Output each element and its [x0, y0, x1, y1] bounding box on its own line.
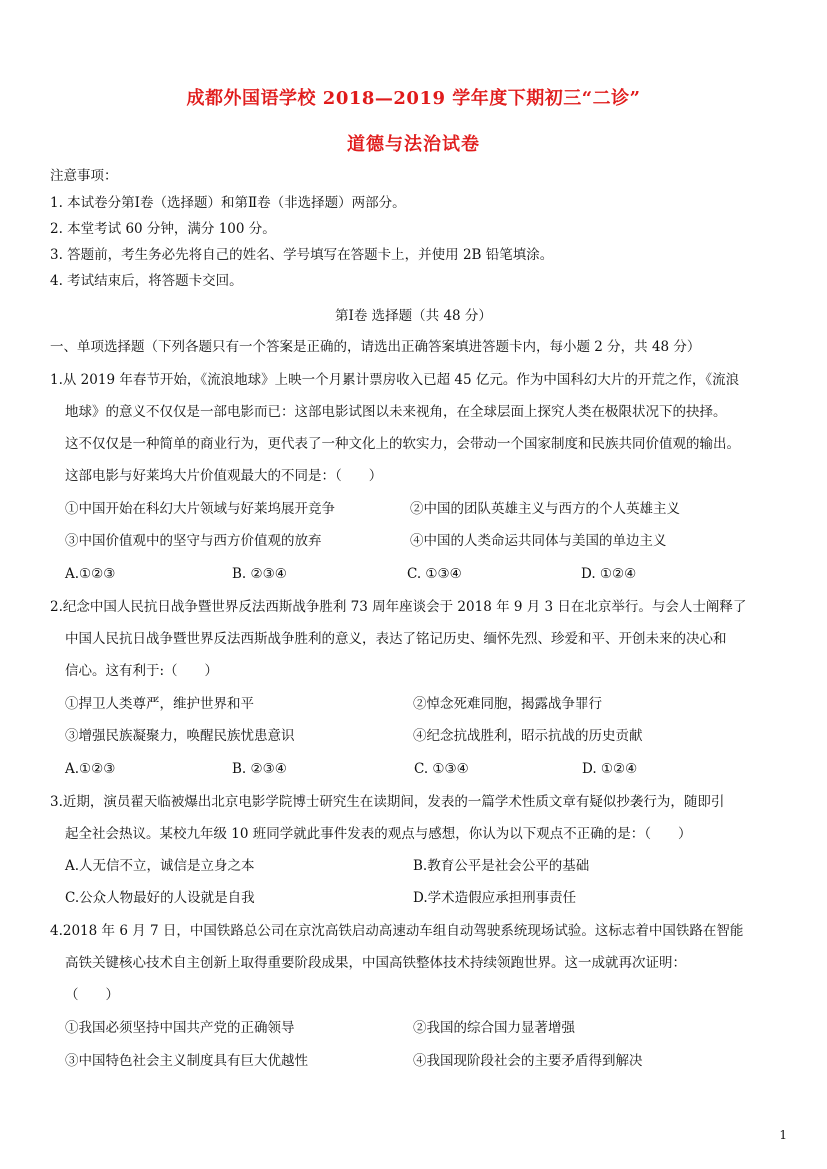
choice-d[interactable]: D. ①②④ [581, 566, 637, 582]
statement: ①中国开始在科幻大片领域与好莱坞展开竞争 [65, 501, 335, 517]
section-title: 第Ⅰ卷 选择题（共 48 分） [335, 308, 492, 324]
statement: ①我国必须坚持中国共产党的正确领导 [65, 1020, 295, 1036]
choice-d[interactable]: D.学术造假应承担刑事责任 [413, 890, 577, 906]
section-instruction: 一、单项选择题（下列各题只有一个答案是正确的，请选出正确答案填进答题卡内，每小题 2 分，共 48 分） [50, 339, 701, 355]
statement: ③增强民族凝聚力，唤醒民族忧患意识 [65, 728, 295, 744]
notes-heading: 注意事项： [50, 168, 118, 184]
statement: ②中国的团队英雄主义与西方的个人英雄主义 [410, 501, 680, 517]
statement: ②悼念死难同胞，揭露战争罪行 [413, 696, 602, 712]
choice-d[interactable]: D. ①②④ [582, 761, 638, 777]
question-4-line: （ ） [65, 987, 119, 1003]
note-item: 2. 本堂考试 60 分钟，满分 100 分。 [50, 221, 276, 237]
note-item: 1. 本试卷分第Ⅰ卷（选择题）和第Ⅱ卷（非选择题）两部分。 [50, 195, 406, 211]
choice-b[interactable]: B. ②③④ [232, 566, 287, 582]
exam-subtitle: 道德与法治试卷 [347, 134, 480, 155]
question-4-line: 4.2018 年 6 月 7 日，中国铁路总公司在京沈高铁启动高速动车组自动驾驶系统现场试验。这标志着中国铁路在智能 [50, 923, 744, 939]
statement: ③中国价值观中的坚守与西方价值观的放弃 [65, 533, 322, 549]
choice-c[interactable]: C.公众人物最好的人设就是自我 [65, 890, 255, 906]
note-item: 4. 考试结束后，将答题卡交回。 [50, 273, 243, 289]
question-1-line: 这不仅仅是一种简单的商业行为，更代表了一种文化上的软实力，会带动一个国家制度和民族共同价值观的输出。 [65, 436, 740, 452]
choice-b[interactable]: B. ②③④ [232, 761, 287, 777]
choice-c[interactable]: C. ①③④ [407, 566, 462, 582]
statement: ③中国特色社会主义制度具有巨大优越性 [65, 1053, 308, 1069]
statement: ④我国现阶段社会的主要矛盾得到解决 [413, 1053, 643, 1069]
exam-title: 成都外国语学校 2018—2019 学年度下期初三“二诊” [186, 88, 641, 109]
question-2-line: 中国人民抗日战争暨世界反法西斯战争胜利的意义，表达了铭记历史、缅怀先烈、珍爱和平、开创未来的决心和 [65, 631, 727, 647]
choice-a[interactable]: A.①②③ [65, 566, 116, 582]
statement: ④中国的人类命运共同体与美国的单边主义 [410, 533, 667, 549]
statement: ④纪念抗战胜利，昭示抗战的历史贡献 [413, 728, 643, 744]
question-1-line: 这部电影与好莱坞大片价值观最大的不同是：（ ） [65, 468, 383, 484]
question-2-line: 信心。这有利于:（ ） [65, 663, 219, 679]
statement: ①捍卫人类尊严，维护世界和平 [65, 696, 254, 712]
choice-b[interactable]: B.教育公平是社会公平的基础 [413, 858, 590, 874]
page-number: 1 [779, 1128, 787, 1142]
question-1-line: 1.从 2019 年春节开始，《流浪地球》上映一个月累计票房收入已超 45 亿元。作为中国科幻大片的开荒之作，《流浪 [50, 372, 740, 388]
choice-a[interactable]: A.人无信不立，诚信是立身之本 [65, 858, 255, 874]
question-4-line: 高铁关键核心技术自主创新上取得重要阶段成果，中国高铁整体技术持续领跑世界。这一成就再次证明： [65, 955, 686, 971]
question-3-line: 起全社会热议。某校九年级 10 班同学就此事件发表的观点与感想，你认为以下观点不正确的是：（ ） [65, 826, 692, 842]
note-item: 3. 答题前，考生务必先将自己的姓名、学号填写在答题卡上，并使用 2B 铅笔填涂。 [50, 247, 554, 263]
question-2-line: 2.纪念中国人民抗日战争暨世界反法西斯战争胜利 73 周年座谈会于 2018 年 9 月 3 日在北京举行。与会人士阐释了 [50, 599, 747, 615]
choice-a[interactable]: A.①②③ [65, 761, 116, 777]
question-3-line: 3.近期，演员翟天临被爆出北京电影学院博士研究生在读期间，发表的一篇学术性质文章有疑似抄袭行为，随即引 [50, 794, 725, 810]
choice-c[interactable]: C. ①③④ [414, 761, 469, 777]
statement: ②我国的综合国力显著增强 [413, 1020, 575, 1036]
question-1-line: 地球》的意义不仅仅是一部电影而已：这部电影试图以未来视角，在全球层面上探究人类在极限状况下的抉择。 [65, 404, 727, 420]
